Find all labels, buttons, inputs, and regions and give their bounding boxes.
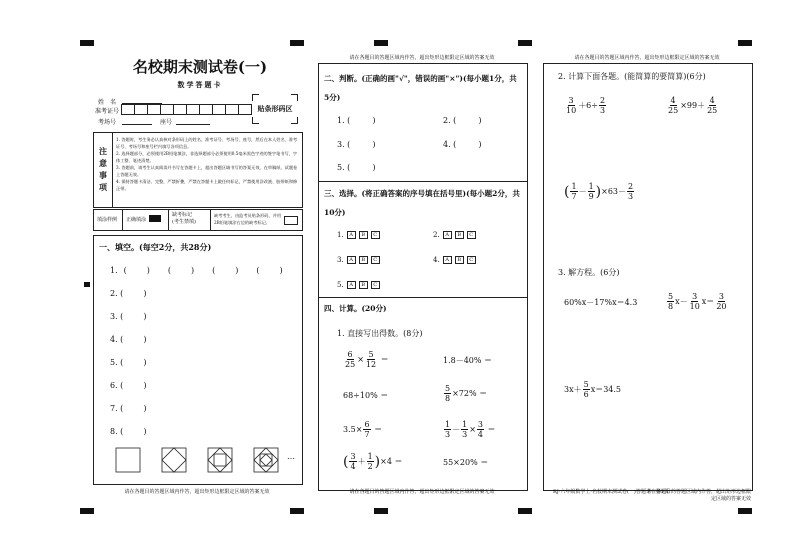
exam-no-boxes[interactable] bbox=[121, 104, 252, 115]
oral-calc-item: 55×20% ＝ bbox=[443, 458, 489, 467]
notes-heading: 注意事项 bbox=[99, 146, 107, 192]
fill-item[interactable]: 5. ( ) bbox=[110, 358, 147, 367]
absent-note: 缺考考生，由监考员贴条形码，并用2B铅笔填涂右边的缺考标记。 bbox=[214, 213, 282, 225]
option-a[interactable]: A bbox=[443, 256, 452, 264]
option-b[interactable]: B bbox=[455, 256, 464, 264]
oral-calc-item: ( $\frac{3}{4}$ ＋ $\frac{1}{2}$ ) ×4 ＝ bbox=[343, 452, 403, 471]
section-3-title: 三、选择。(将正确答案的序号填在括号里)(每小题2分，共10分) bbox=[324, 189, 520, 217]
room-label: 考场号 bbox=[98, 119, 117, 126]
oral-calc-item: $\frac{1}{3}$ － $\frac{1}{3}$ × $\frac{3}{4}$ ＝ bbox=[445, 420, 496, 439]
fill-example-label: 填涂样例 bbox=[97, 217, 118, 223]
option-a[interactable]: A bbox=[347, 231, 356, 239]
note-item: 3. 答题前，请考生认真阅读并书写在答题卡上，超出答题区域书写的答案无效，在草稿纸、试题卷上答题无效。 bbox=[116, 165, 298, 177]
fill-item[interactable]: 4. ( ) bbox=[110, 335, 147, 344]
registration-mark bbox=[518, 40, 532, 46]
fill-item[interactable]: 2. ( ) bbox=[110, 289, 147, 298]
note-item: 1. 答题时，考生务必认真核对条形码上的姓名、准考证号、考场号、座号，然后在本人姓名、准考证号、考场号和座号栏内填写各项信息。 bbox=[116, 137, 298, 149]
section-4-sub3: 3. 解方程。(6分) bbox=[558, 268, 620, 277]
fill-item[interactable]: 3. ( ) bbox=[110, 312, 147, 321]
option-c[interactable]: C bbox=[371, 256, 380, 264]
choice-item[interactable]: 5. A B C bbox=[337, 281, 380, 289]
option-c[interactable]: C bbox=[371, 231, 380, 239]
option-a[interactable]: A bbox=[443, 231, 452, 239]
section-4-title: 四、计算。(20分) bbox=[324, 304, 387, 313]
registration-mark bbox=[290, 508, 304, 514]
page-info: RJ·六年级数学上·名校期末测试卷(一)答题卡 第1页 bbox=[553, 489, 670, 495]
absent-mark-box[interactable] bbox=[284, 216, 298, 225]
header-note: 请在各题目的答题区域内作答，超出矩形边框限定区域的答案无效 bbox=[349, 55, 495, 61]
section-fill-in bbox=[93, 235, 303, 485]
registration-mark bbox=[84, 282, 90, 287]
section-4-sub1: 1. 直接写出得数。(8分) bbox=[337, 329, 423, 338]
note-item: 2. 选择题部分，必须使用2B铅笔填涂，非选择题部分必须使用0.5毫米黑色字迹的签字笔书写，字体工整、笔迹清楚。 bbox=[116, 151, 298, 163]
calc-item: $\frac{4}{25}$ ×99＋ $\frac{4}{25}$ bbox=[668, 96, 718, 115]
option-a[interactable]: A bbox=[347, 281, 356, 289]
calc-item: ( $\frac{1}{7}$ － $\frac{1}{9}$ ) ×63－ $\frac{2}{3}$ bbox=[564, 182, 634, 201]
choice-item[interactable]: 4. A B C bbox=[433, 256, 476, 264]
registration-mark bbox=[738, 508, 752, 514]
fill-item[interactable]: 8. ( ) bbox=[110, 427, 147, 436]
exam-no-label: 准考证号 bbox=[95, 108, 120, 115]
section-4-sub2: 2. 计算下面各题。(能简算的要简算)(6分) bbox=[558, 72, 706, 81]
note-item: 4. 保持答题卡清洁、完整，严禁折叠，严禁在答题卡上做任何标记，严禁使用涂改液、胶带纸和修正带。 bbox=[116, 179, 298, 191]
judge-item[interactable]: 3. ( ) bbox=[337, 140, 376, 149]
fill-example-box bbox=[93, 209, 303, 231]
registration-mark bbox=[290, 40, 304, 46]
choice-item[interactable]: 2. A B C bbox=[433, 231, 476, 239]
oral-calc-item: 3.5× $\frac{6}{7}$ ＝ bbox=[343, 420, 383, 439]
option-c[interactable]: C bbox=[467, 231, 476, 239]
option-c[interactable]: C bbox=[467, 256, 476, 264]
correct-fill-label: 正确填涂 bbox=[126, 217, 147, 223]
choice-item[interactable]: 3. A B C bbox=[337, 256, 380, 264]
fill-item[interactable]: 6. ( ) bbox=[110, 381, 147, 390]
option-a[interactable]: A bbox=[347, 256, 356, 264]
section-1-title: 一、填空。(每空2分，共28分) bbox=[99, 242, 212, 252]
registration-mark bbox=[374, 508, 388, 514]
option-c[interactable]: C bbox=[371, 281, 380, 289]
notes-box bbox=[93, 132, 303, 208]
exam-title: 名校期末测试卷(一) bbox=[132, 58, 268, 76]
registration-mark bbox=[738, 40, 752, 46]
fill-item[interactable]: 1. ( ) ( ) ( ) ( ) bbox=[110, 266, 283, 275]
option-b[interactable]: B bbox=[359, 231, 368, 239]
oral-calc-item: $\frac{6}{25}$ × $\frac{5}{12}$ ＝ bbox=[345, 350, 389, 369]
nested-squares-figure bbox=[114, 444, 284, 476]
registration-mark bbox=[80, 508, 94, 514]
choice-item[interactable]: 1. A B C bbox=[337, 231, 380, 239]
middle-column bbox=[318, 63, 528, 491]
correct-fill-sample bbox=[149, 215, 161, 222]
exam-subtitle: 数学答题卡 bbox=[177, 80, 223, 89]
seat-field[interactable] bbox=[176, 124, 210, 125]
judge-item[interactable]: 4. ( ) bbox=[443, 140, 482, 149]
header-note: 请在各题目的答题区域内作答，超出矩形边框限定区域的答案无效 bbox=[574, 55, 720, 61]
footer-note: 请在各题目的答题区域内作答，超出矩形边框限定区域的答案无效 bbox=[645, 489, 751, 502]
option-b[interactable]: B bbox=[359, 256, 368, 264]
seat-label: 座号 bbox=[160, 119, 173, 126]
barcode-label: 贴条形码区 bbox=[257, 104, 293, 113]
option-b[interactable]: B bbox=[359, 281, 368, 289]
judge-item[interactable]: 5. ( ) bbox=[337, 163, 376, 172]
option-b[interactable]: B bbox=[455, 231, 464, 239]
name-label: 姓 名 bbox=[98, 99, 117, 106]
footer-note: 请在各题目的答题区域内作答，超出矩形边框限定区域的答案无效 bbox=[349, 489, 495, 495]
barcode-area bbox=[252, 94, 298, 124]
right-column bbox=[543, 63, 753, 491]
equation-item: $\frac{5}{8}$ x－ $\frac{3}{10}$ x＝ $\frac{3}{20}$ bbox=[668, 292, 727, 311]
oral-calc-item: 1.8－40% ＝ bbox=[443, 356, 493, 365]
figure-ellipsis: … bbox=[287, 452, 295, 461]
registration-mark bbox=[374, 40, 388, 46]
section-2-title: 二、判断。(正确的画"√"，错误的画"×")(每小题1分，共5分) bbox=[324, 74, 517, 102]
absent-mark-label: 缺考标记 (考生禁填) bbox=[172, 212, 196, 225]
fill-item[interactable]: 7. ( ) bbox=[110, 404, 147, 413]
oral-calc-item: 68÷10% ＝ bbox=[343, 391, 389, 400]
calc-item: $\frac{3}{10}$ ＋6÷ $\frac{2}{3}$ bbox=[566, 96, 606, 115]
registration-mark bbox=[80, 40, 94, 46]
equation-item: 60%x－17%x＝4.3 bbox=[564, 298, 638, 307]
judge-item[interactable]: 2. ( ) bbox=[443, 116, 482, 125]
room-field[interactable] bbox=[122, 124, 152, 125]
oral-calc-item: $\frac{5}{8}$ ×72% ＝ bbox=[445, 384, 488, 403]
judge-item[interactable]: 1. ( ) bbox=[337, 116, 376, 125]
registration-mark bbox=[518, 508, 532, 514]
footer-note: 请在各题目的答题区域内作答，超出矩形边框限定区域的答案无效 bbox=[124, 489, 270, 495]
equation-item: 3x＋ $\frac{5}{6}$ x＝34.5 bbox=[564, 380, 622, 399]
